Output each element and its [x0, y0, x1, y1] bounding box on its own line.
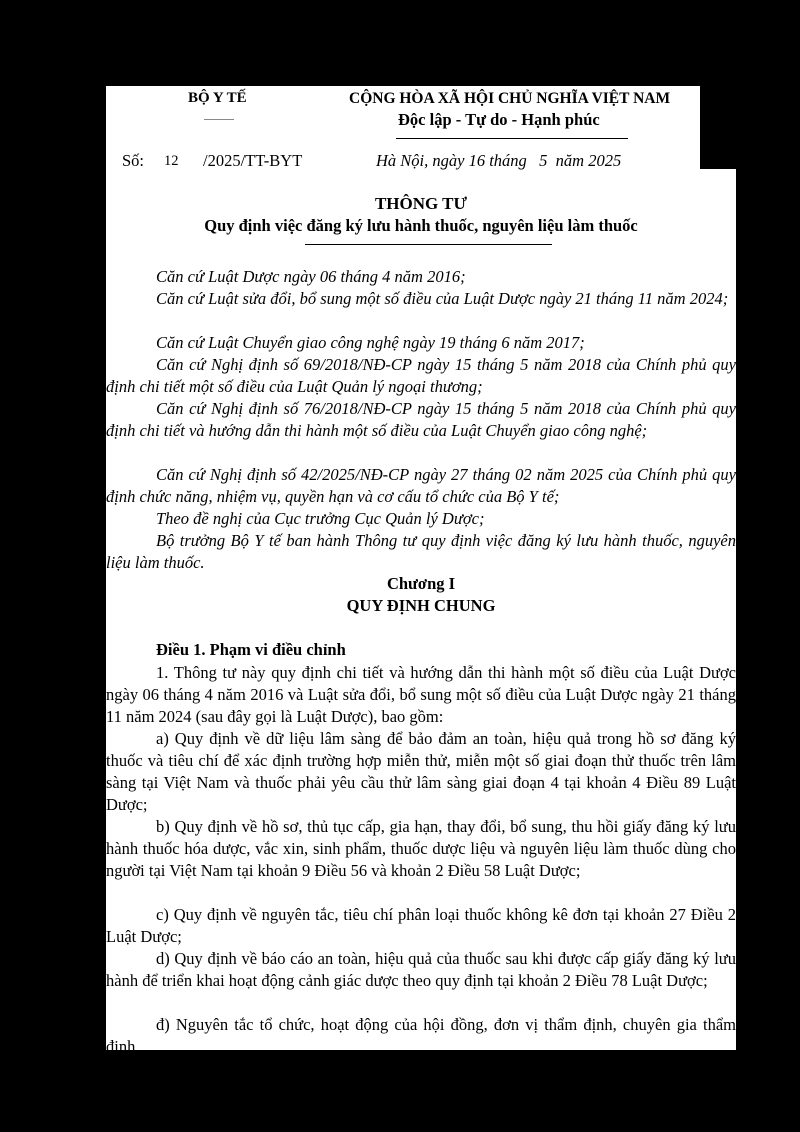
preamble-line-5: Căn cứ Nghị định số 76/2018/NĐ-CP ngày 15 tháng 5 năm 2018 của Chính phủ quy định chi tiết và hướng dẫn thi hành một số điều của Luật Chuyển giao công nghệ; [106, 399, 736, 440]
nation-name: CỘNG HÒA XÃ HỘI CHỦ NGHĨA VIỆT NAM [349, 90, 671, 107]
document-number-suffix: /2025/TT-BYT [203, 151, 303, 170]
article-1-intro: 1. Thông tư này quy định chi tiết và hướng dẫn thi hành một số điều của Luật Dược ngày 06 tháng 4 năm 2016 và Luật sửa đổi, bổ sung một số điều của Luật Dược ngày 21 tháng 11 năm 2024 (sau đây gọi là Luật Dược), bao gồm: [106, 663, 736, 726]
article-1-item-d: d) Quy định về báo cáo an toàn, hiệu quả của thuốc sau khi được cấp giấy đăng ký lưu hành để triển khai hoạt động cảnh giác dược theo quy định tại khoản 2 Điều 78 Luật Dược; [106, 949, 736, 990]
article-1-item-c: c) Quy định về nguyên tắc, tiêu chí phân loại thuốc không kê đơn tại khoản 27 Điều 2 Luật Dược; [106, 905, 736, 946]
page-corner-mask [700, 86, 800, 169]
article-1-item-b: b) Quy định về hồ sơ, thủ tục cấp, gia hạn, thay đổi, bổ sung, thu hồi giấy đăng ký lưu hành thuốc hóa dược, vắc xin, sinh phẩm, thuốc dược liệu và nguyên liệu làm thuốc dùng cho người tại Việt Nam tại khoản 9 Điều 56 và khoản 2 Điều 58 Luật Dược; [106, 817, 736, 880]
document-subject: Quy định việc đăng ký lưu hành thuốc, nguyên liệu làm thuốc [204, 216, 638, 235]
preamble-line-6: Căn cứ Nghị định số 42/2025/NĐ-CP ngày 27 tháng 02 năm 2025 của Chính phủ quy định chức năng, nhiệm vụ, quyền hạn và cơ cấu tổ chức của Bộ Y tế; [106, 465, 736, 506]
document-type: THÔNG TƯ [374, 194, 468, 213]
motto: Độc lập - Tự do - Hạnh phúc [398, 110, 600, 129]
chapter-label: Chương I [386, 574, 456, 593]
preamble-line-7: Theo đề nghị của Cục trưởng Cục Quản lý Dược; [156, 509, 485, 528]
preamble-line-2: Căn cứ Luật sửa đổi, bổ sung một số điều của Luật Dược ngày 21 tháng 11 năm 2024; [156, 289, 729, 308]
chapter-name: QUY ĐỊNH CHUNG [346, 596, 496, 615]
ministry-name: BỘ Y TẾ [188, 90, 247, 106]
motto-underline [396, 138, 628, 139]
preamble-line-8: Bộ trưởng Bộ Y tế ban hành Thông tư quy định việc đăng ký lưu hành thuốc, nguyên liệu làm thuốc. [106, 531, 736, 572]
title-underline [305, 244, 552, 245]
document-number-value: 12 [164, 153, 179, 169]
preamble-line-3: Căn cứ Luật Chuyển giao công nghệ ngày 19 tháng 6 năm 2017; [156, 333, 585, 352]
article-1-item-dd: đ) Nguyên tắc tổ chức, hoạt động của hội đồng, đơn vị thẩm định, chuyên gia thẩm định. [106, 1015, 736, 1056]
preamble-line-4: Căn cứ Nghị định số 69/2018/NĐ-CP ngày 15 tháng 5 năm 2018 của Chính phủ quy định chi tiết một số điều của Luật Quản lý ngoại thương; [106, 355, 736, 396]
issue-date: Hà Nội, ngày 16 tháng 5 năm 2025 [376, 151, 622, 170]
article-1-item-a: a) Quy định về dữ liệu lâm sàng để bảo đảm an toàn, hiệu quả trong hồ sơ đăng ký thuốc và tiêu chí để xác định trường hợp miễn thử, miễn một số giai đoạn thử thuốc trên lâm sàng tại Việt Nam và thuốc phải yêu cầu thử lâm sàng giai đoạn 4 tại khoản 4 Điều 89 Luật Dược; [106, 729, 736, 814]
document-number-label: Số: [122, 151, 145, 170]
preamble-line-1: Căn cứ Luật Dược ngày 06 tháng 4 năm 2016; [156, 267, 466, 286]
article-1-heading: Điều 1. Phạm vi điều chỉnh [156, 640, 346, 659]
ministry-underline [204, 119, 234, 120]
